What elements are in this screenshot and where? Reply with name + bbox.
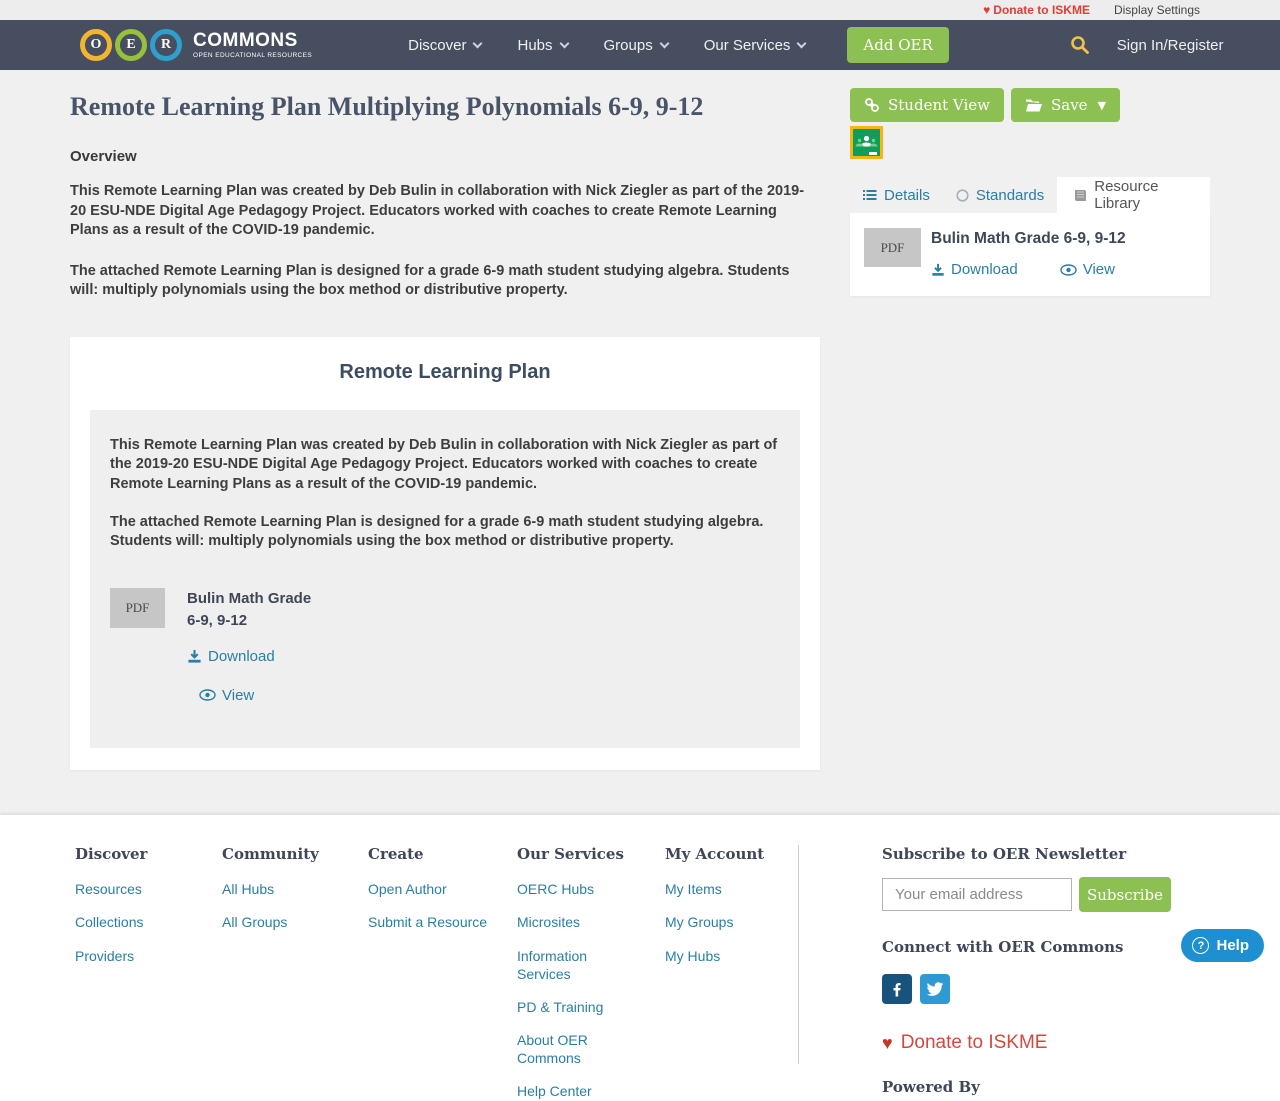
download-icon (187, 649, 202, 664)
footer-column-my-account (665, 845, 798, 1064)
footer-link-my-hubs[interactable]: My Hubs (665, 947, 721, 964)
sidebar (850, 88, 1210, 770)
utility-bar (0, 0, 1280, 20)
powered-by-heading: Powered By (882, 1078, 980, 1097)
logo-ring-o: O (80, 29, 112, 61)
tab-resource-library[interactable]: Resource Library (1057, 177, 1210, 213)
logo-ring-e: E (115, 29, 147, 61)
footer-heading: Create (368, 845, 424, 864)
footer-link-resources[interactable]: Resources (75, 881, 142, 898)
footer-link-open-author[interactable]: Open Author (368, 881, 447, 898)
signin-register-link[interactable]: Sign In/Register (1116, 36, 1224, 54)
download-icon (931, 263, 945, 277)
card-paragraph-2: The attached Remote Learning Plan is designed for a grade 6-9 math student studying algebra. Students will: multiply polynomials using the box method or distributive property. (110, 513, 764, 550)
attachment-name-line2: 6-9, 9-12 (187, 611, 248, 629)
page-title: Remote Learning Plan Multiplying Polynomials 6-9, 9-12 (70, 92, 704, 121)
newsletter-heading: Subscribe to OER Newsletter (882, 845, 1127, 864)
chevron-down-icon (559, 38, 569, 48)
footer-link-information-services[interactable]: Information Services (517, 947, 588, 982)
chevron-down-icon (473, 38, 483, 48)
eye-icon (1060, 264, 1077, 276)
footer-link-providers[interactable]: Providers (75, 947, 135, 964)
connect-heading: Connect with OER Commons (882, 938, 1124, 957)
eye-icon (199, 689, 216, 701)
subscribe-button[interactable]: Subscribe (1079, 877, 1171, 912)
overview-paragraph-2: The attached Remote Learning Plan is designed for a grade 6-9 math student studying algebra. Students will: multiply polynomials using the box method or distributive property. (70, 262, 790, 299)
download-link[interactable]: Download (187, 648, 275, 665)
footer-link-about-oer-commons[interactable]: About OER Commons (517, 1032, 588, 1067)
footer-link-all-hubs[interactable]: All Hubs (222, 881, 275, 898)
overview-paragraph-1: This Remote Learning Plan was created by Deb Bulin in collaboration with Nick Ziegler as part of the 2019-20 ESU-NDE Digital Age Pedagogy Project. Educators worked with coaches to create Remote Learning Plans as a result of the COVID-19 pandemic. (70, 183, 805, 239)
display-settings-link[interactable]: Display Settings (1113, 3, 1200, 17)
footer-column-community (222, 845, 368, 1064)
heart-icon: ♥ (882, 1032, 893, 1053)
nav-item-our-services[interactable]: Our Services (704, 37, 806, 54)
search-icon (1069, 34, 1091, 56)
resource-card-title: Remote Learning Plan (339, 360, 551, 383)
view-link[interactable]: View (1060, 261, 1115, 278)
donate-link[interactable] (983, 3, 1090, 17)
footer-heading: Community (222, 845, 319, 864)
resource-library-item (864, 228, 1196, 278)
google-classroom-icon[interactable] (850, 126, 883, 159)
attachment-name-line1: Bulin Math Grade (187, 589, 312, 607)
chevron-down-icon (659, 38, 669, 48)
tab-standards[interactable]: Standards (943, 177, 1057, 213)
footer-column-our-services (517, 845, 665, 1100)
question-icon: ? (1192, 937, 1209, 954)
chevron-down-icon (797, 38, 807, 48)
attachment-block (110, 588, 780, 707)
footer-heading: My Account (665, 845, 765, 864)
folder-icon (1025, 98, 1043, 113)
list-icon (863, 189, 877, 201)
save-button[interactable]: Save ▼ (1011, 88, 1120, 122)
footer-link-pd-training[interactable]: PD & Training (517, 998, 604, 1015)
tab-details[interactable]: Details (850, 177, 943, 213)
resource-card (70, 337, 820, 770)
logo-name: COMMONS (193, 30, 298, 51)
nav-item-hubs[interactable]: Hubs (517, 37, 567, 54)
overview-heading: Overview (70, 148, 137, 165)
footer-link-microsites[interactable]: Microsites (517, 914, 581, 931)
donate-label: Donate to ISKME (993, 3, 1090, 17)
newsletter-email-input[interactable] (882, 878, 1072, 911)
book-icon (1073, 189, 1087, 202)
help-button[interactable]: ? Help (1181, 929, 1264, 962)
footer (0, 815, 1280, 1100)
nav-item-discover[interactable]: Discover (408, 37, 481, 54)
add-oer-button[interactable]: Add OER (847, 27, 948, 63)
link-icon (864, 97, 880, 113)
tab-bar (850, 177, 1210, 213)
card-paragraph-1: This Remote Learning Plan was created by Deb Bulin in collaboration with Nick Ziegler as part of the 2019-20 ESU-NDE Digital Age Pedagogy Project. Educators worked with coaches to create Remote Learning Plans as a result of the COVID-19 pandemic. (110, 436, 778, 492)
pdf-badge: PDF (110, 588, 165, 628)
caret-down-icon: ▼ (1097, 98, 1107, 112)
nav-menu (408, 37, 805, 54)
footer-column-create (368, 845, 517, 1064)
footer-donate-link[interactable]: ♥ Donate to ISKME (882, 1032, 1048, 1054)
oer-commons-logo[interactable] (80, 29, 312, 61)
resource-description-box (90, 410, 800, 748)
footer-link-submit-resource[interactable]: Submit a Resource (368, 914, 488, 931)
footer-link-oerc-hubs[interactable]: OERC Hubs (517, 881, 595, 898)
twitter-icon[interactable] (920, 974, 950, 1004)
footer-link-all-groups[interactable]: All Groups (222, 914, 288, 931)
search-button[interactable] (1069, 34, 1091, 56)
footer-link-collections[interactable]: Collections (75, 914, 144, 931)
circle-icon (956, 189, 969, 202)
logo-ring-r: R (150, 29, 182, 61)
footer-link-my-groups[interactable]: My Groups (665, 914, 734, 931)
logo-tagline: OPEN EDUCATIONAL RESOURCES (193, 52, 313, 59)
student-view-button[interactable]: Student View (850, 88, 1004, 122)
footer-column-discover (75, 845, 222, 1064)
facebook-icon[interactable] (882, 974, 912, 1004)
main-content (0, 70, 1280, 815)
footer-heading: Discover (75, 845, 148, 864)
footer-heading: Our Services (517, 845, 624, 864)
download-link[interactable]: Download (931, 261, 1018, 278)
nav-item-groups[interactable]: Groups (604, 37, 668, 54)
heart-icon: ♥ (983, 3, 991, 17)
footer-link-help-center[interactable]: Help Center (517, 1083, 592, 1100)
footer-link-my-items[interactable]: My Items (665, 881, 722, 898)
resource-file-name: Bulin Math Grade 6-9, 9-12 (931, 230, 1126, 247)
navbar (0, 20, 1280, 70)
view-link[interactable]: View (199, 687, 254, 704)
resource-library-panel (850, 213, 1210, 296)
pdf-badge: PDF (864, 228, 921, 267)
